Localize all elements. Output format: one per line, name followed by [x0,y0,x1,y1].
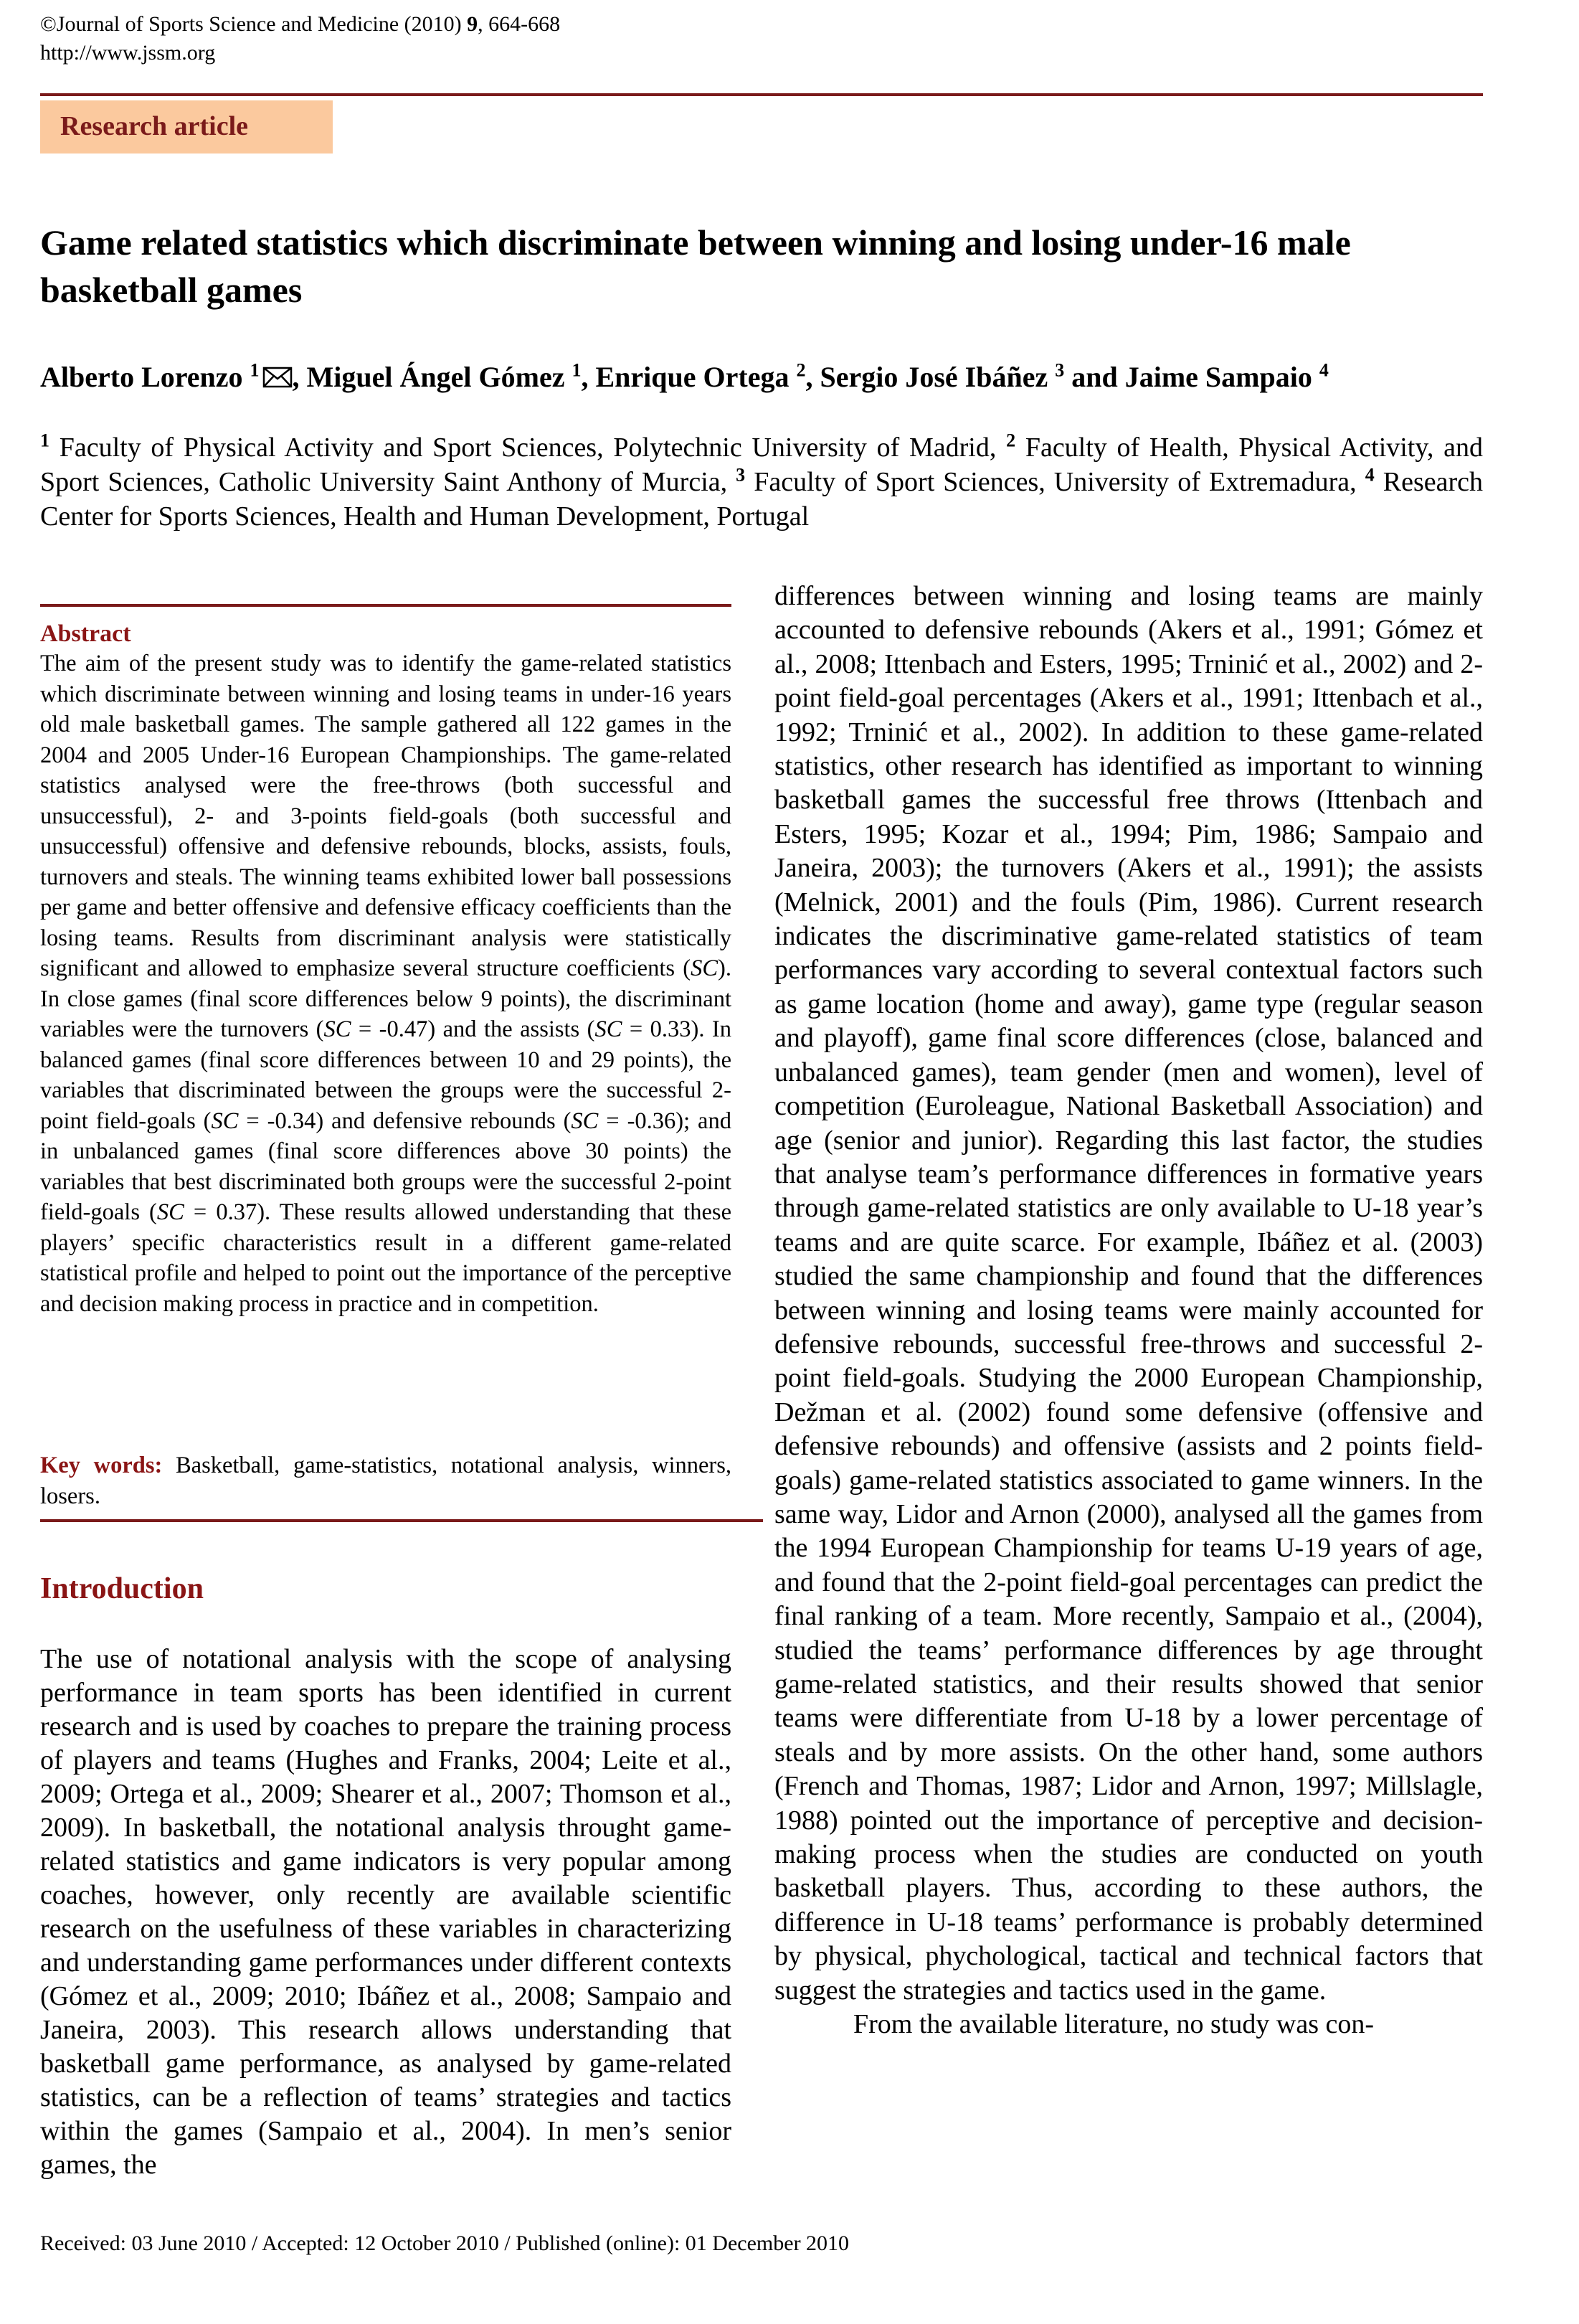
keywords [40,1450,731,1511]
affiliation-mark: 3 [736,464,746,486]
abstract-segment: ). In close games (final score differences below 9 points), the discriminant variables were the turnovers ( [40,955,731,1042]
author-name: and Jaime Sampaio [1064,361,1319,393]
abstract-segment: = -0.47) and the assists ( [351,1016,595,1042]
structure-coefficient-abbr: SC [571,1107,599,1134]
keywords-text: Basketball, game-statistics, notational analysis, winners, losers. [40,1452,731,1509]
author-affiliation-mark: 4 [1319,359,1329,381]
affiliation-text: Faculty of Health, Physical Activity, and Sport Sciences, Catholic University Saint Anthony of Murcia, [40,433,1483,497]
author-affiliation-mark: 3 [1055,359,1065,381]
author-name: , Miguel Ángel Gómez [292,361,572,393]
author-affiliation-mark: 2 [796,359,806,381]
abstract-body [40,648,731,1319]
article-type-badge [40,100,333,153]
affiliation-text: Research Center for Sports Sciences, Health and Human Development, Portugal [40,467,1483,532]
abstract-heading: Abstract [40,620,131,647]
journal-name: ©Journal of Sports Science and Medicine (2010) [40,12,468,36]
abstract-segment: = 0.33). In balanced games (final score differences between 10 and 29 points), the variables that discriminated between the groups were the successful 2-point field-goals ( [40,1016,731,1134]
affiliations [40,430,1483,534]
abstract-segment: = 0.37). These results allowed understanding that these players’ specific characteristics result in a different game-related statistical profile and helped to point out the importance of the perceptive and decision making process in practice and in competition. [40,1199,731,1317]
structure-coefficient-abbr: SC [594,1016,622,1042]
publication-dates: Received: 03 June 2010 / Accepted: 12 October 2010 / Published (online): 01 December 2010 [40,2231,850,2255]
structure-coefficient-abbr: SC [691,955,719,981]
affiliation-mark: 2 [1006,430,1016,451]
abstract-segment: The aim of the present study was to identify the game-related statistics which discriminate between winning and losing teams in under-16 years old male basketball games. The sample gathered all 122 games in the 2004 and 2005 Under-16 European Championships. The game-related statistics analysed were the free-throws (both successful and unsuccessful), 2- and 3-points field-goals (both successful and unsuccessful) offensive and defensive rebounds, blocks, assists, fouls, turnovers and steals. The winning teams exhibited lower ball possessions per game and better offensive and defensive efficacy coefficients than the losing teams. Results from discriminant analysis were statistically significant and allowed to emphasize several structure coefficients ( [40,651,731,981]
abstract-top-divider [40,604,731,607]
envelope-icon[interactable] [262,367,293,388]
author-name: , Enrique Ortega [581,361,797,393]
introduction-heading: Introduction [40,1572,204,1605]
author-list [40,359,1483,396]
journal-volume: 9 [467,12,478,36]
author-name: Alberto Lorenzo [40,361,250,393]
journal-citation [40,10,560,39]
structure-coefficient-abbr: SC [323,1016,351,1042]
abstract-bottom-divider [40,1519,763,1522]
author-affiliation-mark: 1 [250,359,260,381]
abstract-segment: = -0.36); and in unbalanced games (final score differences above 30 points) the variables that best discriminated both groups were the successful 2-point field-goals ( [40,1107,731,1225]
affiliation-text: Faculty of Physical Activity and Sport Sciences, Polytechnic University of Madrid, [49,433,1007,463]
header-divider [40,93,1483,96]
abstract-segment: = -0.34) and defensive rebounds ( [238,1107,572,1134]
article-title: Game related statistics which discriminate between winning and losing under-16 male basketball games [40,222,1351,310]
journal-pages: , 664-668 [478,12,561,36]
introduction-paragraph-continued: From the available literature, no study was con- [853,2009,1375,2040]
abstract-text [40,648,731,1319]
right-column [774,580,1483,2041]
structure-coefficient-abbr: SC [211,1107,239,1134]
article-type-label: Research article [60,111,249,141]
keywords-label: Key words: [40,1452,163,1478]
journal-url[interactable]: http://www.jssm.org [40,41,216,65]
affiliation-mark: 1 [40,430,49,451]
author-name: , Sergio José Ibáñez [805,361,1056,393]
structure-coefficient-abbr: SC [156,1199,184,1225]
introduction-paragraph-left: The use of notational analysis with the scope of analysing performance in team sports has been identified in current research and is used by coaches to prepare the training process of players and teams (Hughes and Franks, 2004; Leite et al., 2009; Ortega et al., 2009; Shearer et al., 2007; Thomson et al., 2009). In basketball, the notational analysis throught game-related statistics and game indicators is very popular among coaches, however, only recently are available scientific research on the usefulness of these variables in characterizing and understanding game performances under different contexts (Gómez et al., 2009; 2010; Ibáñez et al., 2008; Sampaio and Janeira, 2003). This research allows understanding that basketball game performance, as analysed by game-related statistics, can be a reflection of teams’ strategies and tactics within the games (Sampaio et al., 2004). In men’s senior games, the [40,1644,731,2180]
affiliation-text: Faculty of Sport Sciences, University of Extremadura, [745,467,1365,497]
author-affiliation-mark: 1 [572,359,582,381]
introduction-paragraph-right: differences between winning and losing teams are mainly accounted to defensive rebounds (Akers et al., 1991; Gómez et al., 2008; Ittenbach and Esters, 1995; Trninić et al., 2002) and 2-point field-goal percentages (Akers et al., 1991; Ittenbach et al., 1992; Trninić et al., 2002). In addition to these game-related statistics, other research has identified as important to winning basketball games the successful free throws (Ittenbach and Esters, 1995; Kozar et al., 1994; Pim, 1986; Sampaio and Janeira, 2003); the turnovers (Akers et al., 1991); the assists (Melnick, 2001) and the fouls (Pim, 1986). Current research indicates the discriminative game-related statistics of team performances vary according to several contextual factors such as game location (home and away), game type (regular season and playoff), game final score differences (close, balanced and unbalanced games), team gender (men and women), level of competition (Euroleague, National Basketball Association) and age (senior and junior). Regarding this last factor, the studies that analyse team’s performance differences in formative years through game-related statistics are only available to U-18 year’s teams and are quite scarce. For example, Ibáñez et al. (2003) studied the same championship and found that the differences between winning and losing teams were mainly accounted for defensive rebounds, successful free-throws and successful 2-point field-goals. Studying the 2000 European Championship, Dežman et al. (2002) found some defensive (offensive and defensive rebounds) and offensive (assists and 2 points field-goals) game-related statistics associated to game winners. In the same way, Lidor and Arnon (2000), analysed all the games from the 1994 European Championship for teams U-19 years of age, and found that the 2-point field-goal percentages can predict the final ranking of a team. More recently, Sampaio et al., (2004), studied the teams’ performance differences by age throught game-related statistics, and their results showed that senior teams were differentiate from U-18 by a lower percentage of steals and by more assists. On the other hand, some authors (French and Thomas, 1987; Lidor and Arnon, 1997; Millslagle, 1988) pointed out the importance of perceptive and decision-making process when the studies are conducted on youth basketball players. Thus, according to these authors, the difference in U-18 teams’ performance is probably determined by physical, phychological, tactical and technical factors that suggest the strategies and tactics used in the game. [774,581,1483,2006]
affiliation-mark: 4 [1365,464,1375,486]
